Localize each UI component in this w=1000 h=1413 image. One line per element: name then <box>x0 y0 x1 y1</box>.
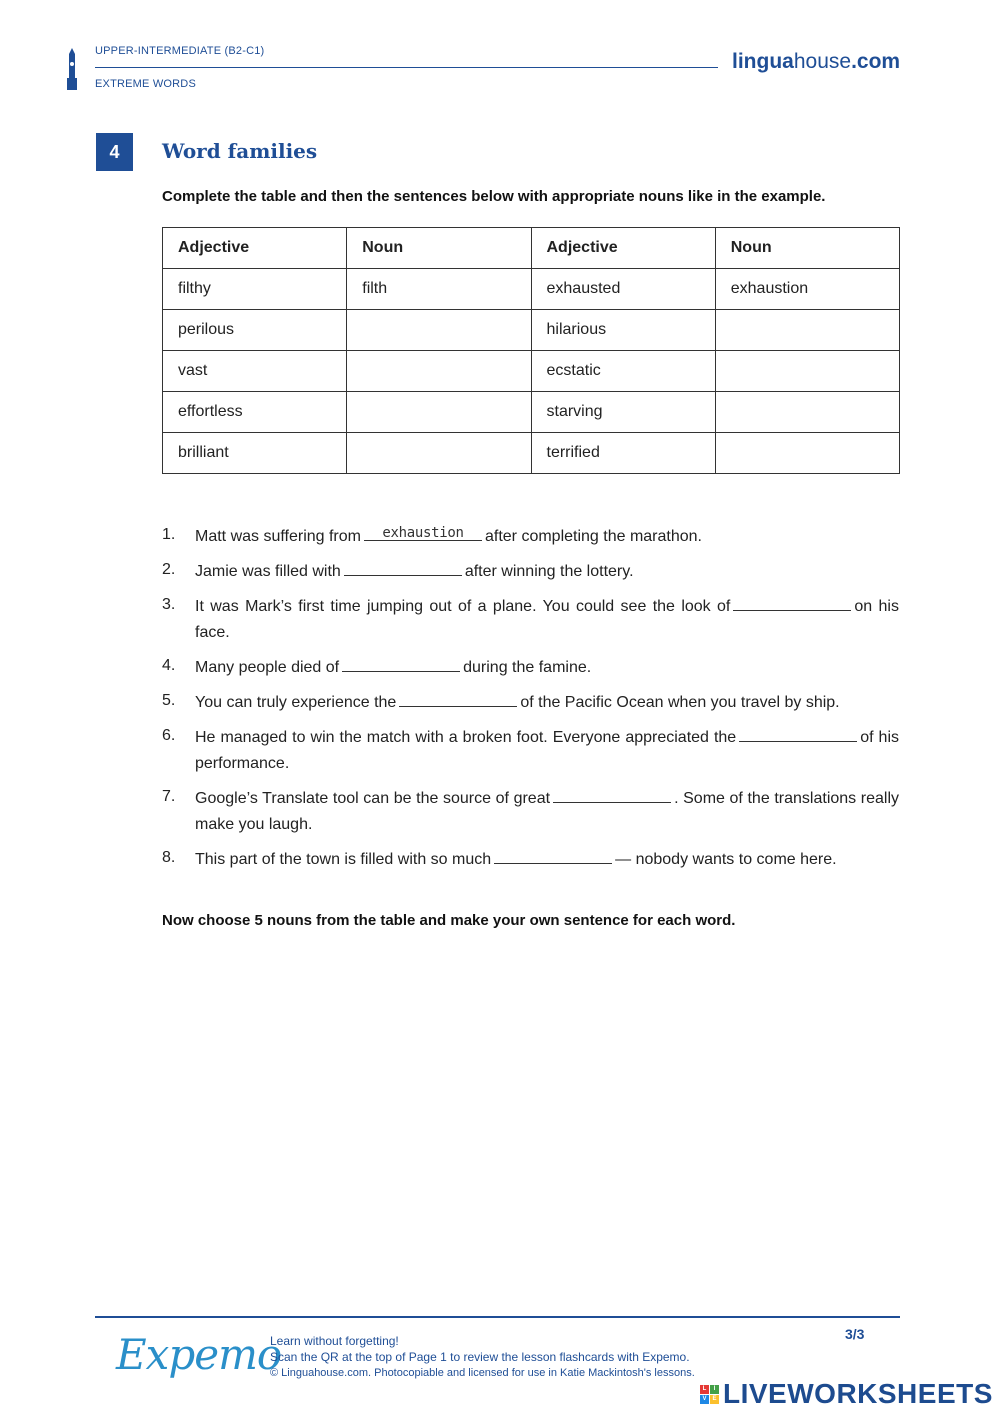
header-cell: Noun <box>347 228 531 269</box>
word-families-table <box>162 227 900 474</box>
sentence-text: of his performance. <box>195 729 899 772</box>
sentence-text: Many people died of <box>195 659 340 676</box>
adjective-cell: filthy <box>163 269 347 310</box>
adjective-cell: terrified <box>531 433 715 474</box>
big-ben-icon <box>66 48 78 90</box>
answer-blank[interactable] <box>739 723 857 742</box>
sentence-text: after winning the lottery. <box>464 563 634 580</box>
noun-input-cell[interactable] <box>715 433 899 474</box>
table-row <box>163 392 900 433</box>
table-header-row <box>163 228 900 269</box>
sentence-number: 1. <box>162 526 176 543</box>
sentence-item <box>162 522 899 550</box>
table-row <box>163 351 900 392</box>
adjective-cell: effortless <box>163 392 347 433</box>
sentence-number: 4. <box>162 657 176 674</box>
linguahouse-logo[interactable]: linguahouse.com <box>732 50 901 73</box>
sentence-text: Jamie was filled with <box>195 563 341 580</box>
lesson-title: EXTREME WORDS <box>95 78 196 90</box>
noun-input-cell[interactable] <box>715 310 899 351</box>
sentence-text: — nobody wants to come here. <box>615 851 837 868</box>
sentence-text: He managed to win the match with a broken foot. Everyone appreciated the <box>195 729 737 746</box>
final-instruction: Now choose 5 nouns from the table and make your own sentence for each word. <box>162 912 736 929</box>
sentence-item <box>162 592 899 646</box>
sentence-text: Matt was suffering from <box>195 528 361 545</box>
sentence-item <box>162 557 899 585</box>
page-number: 3/3 <box>845 1326 865 1342</box>
noun-cell: exhaustion <box>715 269 899 310</box>
header-divider <box>95 67 718 68</box>
sentence-text: on his face. <box>195 598 899 641</box>
section-number: 4 <box>96 133 133 171</box>
adjective-cell: perilous <box>163 310 347 351</box>
sentence-text: Google’s Translate tool can be the source of great <box>195 790 551 807</box>
sentence-number: 8. <box>162 849 176 866</box>
liveworksheets-watermark[interactable] <box>700 1378 993 1410</box>
sentence-text: after completing the marathon. <box>484 528 702 545</box>
expemo-logo[interactable]: Expemo <box>116 1330 282 1379</box>
answer-blank[interactable] <box>399 688 517 707</box>
table-row <box>163 433 900 474</box>
sentence-text: It was Mark’s first time jumping out of a plane. You could see the look of <box>195 598 731 615</box>
sentence-number: 5. <box>162 692 176 709</box>
noun-input-cell[interactable] <box>347 433 531 474</box>
adjective-cell: exhausted <box>531 269 715 310</box>
answer-blank[interactable] <box>494 845 612 864</box>
sentence-item <box>162 845 899 873</box>
table-row <box>163 269 900 310</box>
footer-divider <box>95 1316 900 1318</box>
sentence-text: during the famine. <box>463 659 592 676</box>
sentence-text: You can truly experience the <box>195 694 397 711</box>
sentence-item <box>162 688 899 716</box>
noun-input-cell[interactable] <box>347 351 531 392</box>
sentence-number: 6. <box>162 727 176 744</box>
header-cell: Adjective <box>531 228 715 269</box>
sentence-text: . Some of the translations really make you laugh. <box>195 790 900 833</box>
adjective-cell: brilliant <box>163 433 347 474</box>
sentence-number: 2. <box>162 561 176 578</box>
adjective-cell: ecstatic <box>531 351 715 392</box>
handwritten-answer: exhaustion <box>382 525 464 541</box>
answer-blank[interactable] <box>553 784 671 803</box>
sentence-list <box>162 522 899 880</box>
table-row <box>163 310 900 351</box>
adjective-cell: hilarious <box>531 310 715 351</box>
section-title: Word families <box>162 139 318 163</box>
answer-blank[interactable] <box>344 557 462 576</box>
course-level: UPPER-INTERMEDIATE (B2-C1) <box>95 45 265 57</box>
sentence-item <box>162 784 899 838</box>
header-cell: Adjective <box>163 228 347 269</box>
footer-tagline: Learn without forgetting! <box>270 1334 399 1348</box>
noun-input-cell[interactable] <box>347 392 531 433</box>
noun-input-cell[interactable] <box>715 351 899 392</box>
header-cell: Noun <box>715 228 899 269</box>
answer-blank[interactable] <box>364 522 482 541</box>
sentence-number: 7. <box>162 788 176 805</box>
noun-input-cell[interactable] <box>347 310 531 351</box>
sentence-item <box>162 653 899 681</box>
adjective-cell: starving <box>531 392 715 433</box>
adjective-cell: vast <box>163 351 347 392</box>
liveworksheets-blocks-icon: L I V E <box>700 1385 719 1404</box>
sentence-item <box>162 723 899 777</box>
footer-copyright: © Linguahouse.com. Photocopiable and licensed for use in Katie Mackintosh's lessons. <box>270 1367 695 1379</box>
sentence-number: 3. <box>162 596 176 613</box>
noun-input-cell[interactable] <box>715 392 899 433</box>
sentence-text: This part of the town is filled with so much <box>195 851 492 868</box>
footer-qr-note: Scan the QR at the top of Page 1 to review the lesson flashcards with Expemo. <box>270 1350 690 1364</box>
answer-blank[interactable] <box>733 592 851 611</box>
answer-blank[interactable] <box>342 653 460 672</box>
liveworksheets-text: LIVEWORKSHEETS <box>723 1378 993 1409</box>
footer-text <box>270 1333 695 1381</box>
sentence-text: of the Pacific Ocean when you travel by ship. <box>520 694 840 711</box>
noun-cell: filth <box>347 269 531 310</box>
instruction-text: Complete the table and then the sentences below with appropriate nouns like in the example. <box>162 188 826 205</box>
